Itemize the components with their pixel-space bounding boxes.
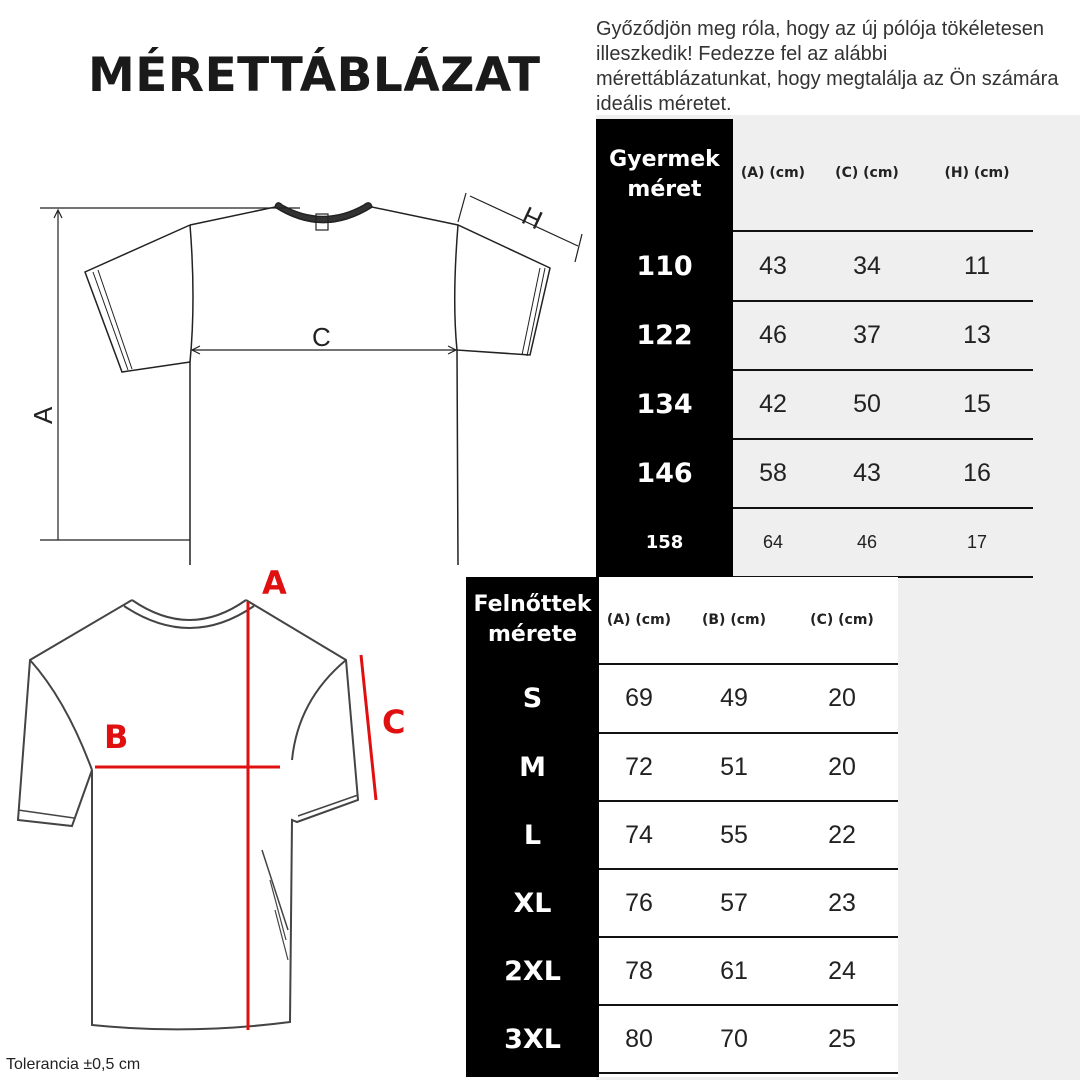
kids-row-size: 146: [636, 457, 693, 489]
kids-cell: 34: [853, 251, 881, 280]
adult-cell: 24: [828, 956, 856, 985]
kids-cell: 50: [853, 389, 881, 418]
adult-col-header-b: (B) (cm): [701, 612, 767, 628]
kids-header-line1: Gyermek: [609, 147, 720, 172]
kids-cell: 43: [759, 251, 787, 280]
kids-row-size: 110: [636, 250, 693, 282]
diagram-top-label-a: A: [28, 406, 58, 424]
adult-table-header: [466, 585, 599, 655]
adult-cell: 49: [720, 684, 748, 712]
adult-cell: 76: [625, 888, 653, 917]
adult-row-size: L: [523, 819, 542, 851]
kids-row-size: 158: [645, 531, 684, 553]
kids-cell: 15: [963, 389, 991, 418]
adult-header-line2: mérete: [487, 622, 578, 647]
adult-row-size: XL: [513, 887, 552, 919]
adult-tshirt-diagram: [0, 560, 470, 1060]
adult-col-header-a: (A) (cm): [606, 612, 672, 628]
adult-row-size: 2XL: [504, 955, 561, 987]
kids-cell: 17: [966, 531, 988, 552]
kids-tshirt-diagram: [0, 0, 600, 580]
adult-row-size: 3XL: [504, 1023, 561, 1055]
kids-cell: 16: [963, 458, 991, 487]
kids-col-header-h: (H) (cm): [944, 165, 1010, 181]
kids-cell: 43: [853, 458, 881, 487]
kids-row-size: 122: [636, 319, 693, 351]
adult-cell: 55: [720, 820, 748, 849]
diagram-top-label-c: C: [312, 322, 331, 352]
adult-cell: 70: [720, 1024, 748, 1053]
kids-cell: 37: [853, 320, 881, 349]
adult-row-size: M: [519, 751, 546, 783]
intro-text: Győződjön meg róla, hogy az új pólója tökéletesen illeszkedik! Fedezze fel az alábbi mérettáblázatunkat, hogy megtalálja az Ön számára ideális méretet.: [596, 18, 1059, 115]
kids-row-size: 134: [636, 388, 693, 420]
diagram-bottom-label-a: A: [262, 564, 287, 602]
adult-cell: 78: [625, 956, 653, 985]
adult-cell: 51: [720, 752, 748, 781]
kids-cell: 58: [759, 458, 787, 487]
tolerance-note: Tolerancia ±0,5 cm: [6, 1056, 141, 1073]
adult-row-size: S: [522, 683, 543, 714]
kids-cell: 11: [964, 251, 990, 280]
adult-cell: 80: [625, 1024, 653, 1053]
diagram-bottom-label-b: B: [104, 718, 129, 756]
adult-header-line1: Felnőttek: [473, 592, 592, 617]
adult-cell: 69: [625, 684, 653, 712]
adult-cell: 20: [828, 684, 856, 712]
page-title: MÉRETTÁBLÁZAT: [88, 48, 541, 103]
kids-cell: 13: [963, 320, 991, 349]
kids-cell: 46: [856, 531, 878, 552]
adult-cell: 20: [828, 752, 856, 781]
adult-cell: 25: [828, 1024, 856, 1053]
adult-cell: 61: [720, 956, 748, 985]
kids-cell: 64: [762, 531, 784, 552]
diagram-bottom-label-c: C: [382, 703, 406, 741]
kids-header-line2: méret: [627, 177, 702, 202]
adult-cell: 23: [828, 888, 856, 917]
adult-cell: 22: [828, 820, 856, 849]
kids-col-header-c: (C) (cm): [835, 165, 899, 181]
kids-cell: 42: [759, 389, 787, 418]
adult-col-header-c: (C) (cm): [810, 612, 874, 628]
adult-cell: 74: [625, 820, 653, 849]
kids-cell: 46: [759, 320, 787, 349]
adult-cell: 57: [720, 888, 748, 917]
kids-table-header: [596, 130, 733, 220]
kids-col-header-a: (A) (cm): [740, 165, 806, 181]
diagram-top-label-h: H: [517, 200, 548, 236]
adult-cell: 72: [625, 752, 653, 781]
